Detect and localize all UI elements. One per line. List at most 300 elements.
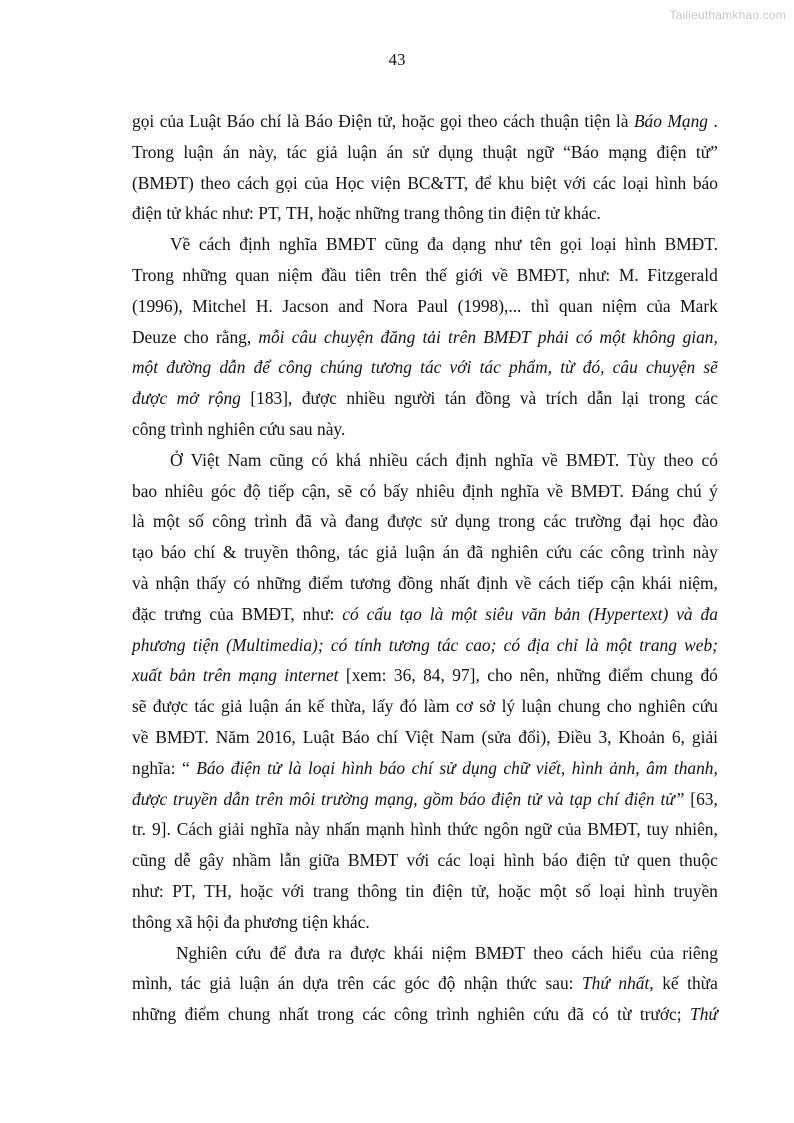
word: một: [599, 326, 626, 347]
text-line: [132, 414, 718, 445]
word: nhiều: [369, 449, 408, 470]
word: tên: [529, 234, 552, 255]
word: cho: [487, 665, 513, 686]
word: Fitzgerald: [647, 264, 718, 285]
word: [183],: [250, 388, 293, 409]
word: trường: [574, 511, 622, 532]
word: tiếp: [268, 480, 295, 501]
word: chúng: [320, 357, 363, 378]
word: Điện: [338, 111, 373, 131]
word: dụng: [438, 141, 473, 162]
word: Báo: [341, 726, 370, 747]
word: của: [209, 603, 234, 624]
word: những: [355, 203, 400, 224]
word: này: [692, 542, 718, 563]
word: luận: [347, 141, 378, 162]
word: quen: [637, 850, 671, 871]
word: giả: [221, 696, 243, 717]
word: từ: [617, 1004, 632, 1025]
text-line: [132, 907, 718, 938]
word: H.: [255, 295, 273, 316]
text-line: [132, 814, 718, 845]
word: có: [575, 326, 593, 347]
text-line: [132, 876, 718, 907]
word: những: [556, 665, 601, 686]
word: và: [519, 388, 537, 409]
word: tử: [267, 757, 282, 778]
word: không: [632, 326, 676, 347]
word: BMĐT.: [664, 234, 718, 255]
word: thừa: [687, 973, 718, 994]
word: chỉ: [556, 634, 578, 655]
word: tiện: [584, 111, 611, 131]
word: nghiên: [490, 542, 539, 563]
word: một: [132, 357, 159, 378]
word: gian,: [682, 326, 718, 347]
word: đồng: [475, 388, 511, 409]
word: đầu: [321, 264, 347, 285]
document-body: [132, 106, 718, 1030]
text-line: [132, 106, 718, 137]
word: Ở: [170, 449, 183, 470]
word: chí: [597, 788, 619, 809]
word: trong: [498, 511, 535, 532]
word: như:: [302, 603, 335, 624]
word: có: [342, 603, 359, 624]
word: có: [592, 1004, 609, 1025]
word: thanh,: [673, 757, 718, 778]
word: web;: [684, 634, 718, 655]
word: giả: [316, 141, 338, 162]
word: học: [659, 511, 685, 532]
text-line: [132, 322, 718, 353]
word: BMĐT: [347, 850, 399, 871]
word: theo: [200, 172, 231, 193]
word: tiện: [192, 634, 219, 655]
word: nghĩa: [250, 819, 290, 840]
word: chí: [260, 111, 282, 131]
word: đăng: [380, 326, 416, 347]
word: trình: [170, 418, 204, 439]
word: khác.: [563, 203, 601, 224]
word: hội: [196, 911, 220, 932]
word: Học: [335, 172, 365, 193]
word: được: [387, 511, 423, 532]
text-line: [132, 168, 718, 199]
word: thuận: [540, 111, 579, 131]
word: loại: [308, 757, 336, 778]
word: điểm: [608, 665, 644, 686]
word: nhiều: [346, 388, 386, 409]
word: như:: [578, 264, 611, 285]
word: về: [541, 449, 558, 470]
word: là: [585, 634, 599, 655]
word: về: [132, 726, 149, 747]
word: là: [615, 111, 629, 131]
word: độ: [243, 480, 261, 501]
word: là: [132, 511, 145, 532]
word: đã: [295, 511, 312, 532]
word: về: [491, 264, 508, 285]
word: như:: [222, 203, 254, 224]
word: trích: [545, 388, 578, 409]
word: giả: [375, 542, 398, 563]
word: tiên: [355, 264, 382, 285]
word: môi: [289, 788, 316, 809]
word: and: [338, 295, 364, 316]
word: ngôn: [483, 819, 519, 840]
word: gây: [198, 850, 225, 871]
word: thế: [425, 264, 447, 285]
word: được: [301, 388, 337, 409]
word: sở: [479, 696, 496, 717]
word: internet: [284, 665, 339, 686]
word: TH,: [204, 880, 232, 901]
word: thức: [506, 973, 537, 994]
word: điện: [230, 757, 261, 778]
word: mạng: [608, 141, 647, 162]
word: chung: [557, 696, 601, 717]
word: nghĩa:: [132, 757, 176, 778]
word: (Multimedia);: [226, 634, 324, 655]
word: (BMĐT): [132, 172, 194, 193]
word: công: [278, 357, 313, 378]
word: Jacson: [282, 295, 329, 316]
word: điện: [132, 203, 162, 224]
word: hình: [655, 172, 687, 193]
text-line: [132, 291, 718, 322]
word: xã: [176, 911, 193, 932]
word: Đáng: [631, 480, 670, 501]
word: (1998),...: [457, 295, 522, 316]
word: điện: [576, 850, 607, 871]
word: gồm: [423, 788, 454, 809]
word: hoặc: [401, 111, 435, 131]
word: tử,: [471, 880, 490, 901]
word: hình: [503, 850, 535, 871]
word: đưa: [294, 942, 321, 963]
word: công: [212, 511, 246, 532]
word: niệm,: [678, 572, 718, 593]
word: [63,: [690, 788, 718, 809]
word: góc: [404, 973, 430, 994]
word: định: [476, 572, 508, 593]
word: 84,: [423, 665, 445, 686]
word: TH,: [286, 203, 314, 224]
word: Deuze: [132, 326, 177, 347]
word: như:: [132, 880, 164, 901]
word: từ: [560, 357, 575, 378]
word: cao;: [465, 634, 497, 655]
word: Báo: [196, 757, 225, 778]
paragraph: [132, 938, 718, 1030]
word: sẽ: [337, 480, 353, 501]
word: “Báo: [563, 141, 599, 162]
word: của: [646, 295, 671, 316]
word: đa: [700, 603, 718, 624]
word: cấu: [366, 603, 392, 624]
word: trên: [389, 264, 417, 285]
word: cách: [415, 449, 448, 470]
text-line: [132, 968, 718, 999]
word: tạo: [399, 603, 422, 624]
word: dễ: [174, 850, 191, 871]
word: khái: [393, 942, 424, 963]
word: tử: [545, 203, 560, 224]
word: đang: [345, 511, 379, 532]
word: mạng,: [374, 788, 418, 809]
word: tin: [487, 203, 507, 224]
word: (sửa: [481, 726, 512, 747]
word: nghĩa: [278, 234, 318, 255]
word: là: [429, 603, 444, 624]
word: giữa: [308, 850, 340, 871]
word: báo: [692, 172, 718, 193]
word: trưng: [164, 603, 202, 624]
word: lấy: [372, 696, 394, 717]
word: tạp: [569, 788, 592, 809]
word: sau:: [545, 973, 574, 994]
word: tương: [388, 634, 430, 655]
word: cách: [198, 234, 231, 255]
word: và: [320, 511, 337, 532]
word: sử: [439, 757, 456, 778]
word: số: [575, 880, 591, 901]
word: một: [451, 603, 478, 624]
word: thông: [132, 911, 172, 932]
word: thuộc: [679, 850, 718, 871]
word: tác: [420, 357, 442, 378]
word: BC&TT,: [407, 172, 469, 193]
word: gọi: [439, 111, 463, 131]
word: nhất,: [618, 973, 654, 994]
word: bao: [132, 480, 158, 501]
word: cứu: [259, 418, 286, 439]
word: có: [233, 572, 250, 593]
word: nhất: [439, 572, 470, 593]
word: Nghiên: [176, 942, 228, 963]
word: đã: [567, 1004, 584, 1025]
word: cách: [571, 942, 604, 963]
word: thông: [443, 203, 484, 224]
word: được: [132, 788, 168, 809]
word: hình: [341, 757, 373, 778]
word: trang: [313, 880, 349, 901]
word: nên,: [519, 665, 550, 686]
word: thấy: [196, 572, 227, 593]
word: điện: [656, 141, 687, 162]
word: cách: [502, 111, 535, 131]
word: án: [277, 973, 295, 994]
word: nghĩa: [494, 449, 534, 470]
word: đặc: [132, 603, 157, 624]
word: nghĩa: [500, 480, 540, 501]
word: Việt: [404, 726, 434, 747]
word: tử”: [660, 788, 685, 809]
word: trên: [337, 973, 365, 994]
word: rằng,: [215, 326, 252, 347]
word: đổi),: [518, 726, 551, 747]
word: chí: [193, 542, 216, 563]
word: Nam: [440, 726, 475, 747]
word: tải: [422, 326, 441, 347]
word: cách: [538, 572, 571, 593]
word: của: [304, 172, 329, 193]
word: theo: [663, 449, 694, 470]
word: trình: [254, 511, 288, 532]
paragraph: [132, 106, 718, 229]
word: một: [605, 634, 632, 655]
word: khác.: [332, 911, 370, 932]
word: trang: [403, 203, 440, 224]
word: chữ: [503, 757, 530, 778]
word: cũng: [269, 449, 304, 470]
word: bản: [169, 665, 196, 686]
word: cho: [183, 326, 209, 347]
word: Tùy: [627, 449, 656, 470]
word: Luật: [302, 726, 335, 747]
text-line: [132, 568, 718, 599]
word: Trong: [132, 264, 174, 285]
word: giới: [455, 264, 483, 285]
paragraph: [132, 229, 718, 445]
word: ảnh,: [609, 757, 640, 778]
word: tác: [479, 357, 501, 378]
word: và: [676, 603, 693, 624]
word: các: [592, 172, 616, 193]
word: là: [286, 111, 300, 131]
word: 97],: [452, 665, 480, 686]
word: trường: [321, 788, 369, 809]
text-line: [132, 137, 718, 168]
word: (Hypertext): [588, 603, 669, 624]
word: Trong: [132, 141, 174, 162]
word: đại: [629, 511, 652, 532]
word: độ: [437, 973, 456, 994]
word: nhấn: [326, 819, 360, 840]
word: nghiên: [477, 1004, 525, 1025]
text-line: [132, 260, 718, 291]
word: xuất: [132, 665, 162, 686]
word: này: [295, 819, 321, 840]
word: mỗi: [258, 326, 285, 347]
word: ra: [328, 942, 342, 963]
word: thừa,: [330, 696, 366, 717]
word: báo: [160, 542, 187, 563]
word: về: [546, 480, 564, 501]
word: đồng: [398, 572, 433, 593]
word: dẫn: [223, 788, 250, 809]
word: BMĐT: [474, 942, 525, 963]
text-line: [132, 630, 718, 661]
word: nhiêu: [164, 480, 204, 501]
word: sẽ: [132, 696, 147, 717]
word: BMĐT.: [565, 449, 620, 470]
word: tiếp: [577, 572, 604, 593]
word: kế: [307, 696, 325, 717]
word: đa: [427, 234, 444, 255]
word: này.: [317, 418, 346, 439]
word: công: [393, 1004, 428, 1025]
word: với: [281, 880, 305, 901]
word: khu: [498, 172, 525, 193]
word: Luật: [189, 111, 222, 131]
word: có: [359, 480, 377, 501]
word: báo: [542, 850, 568, 871]
word: phẩm,: [509, 357, 553, 378]
word: theo: [467, 111, 498, 131]
word: các: [437, 850, 461, 871]
word: định: [455, 449, 487, 470]
word: cứu: [546, 542, 572, 563]
word: Nam: [227, 449, 262, 470]
word: của: [649, 942, 674, 963]
word: dụng: [462, 757, 497, 778]
word: án: [222, 141, 240, 162]
text-line: [132, 599, 718, 630]
word: hình: [410, 819, 442, 840]
word: thông: [357, 880, 397, 901]
word: nhiên,: [674, 819, 718, 840]
word: niệm: [431, 942, 467, 963]
word: Cách: [176, 819, 213, 840]
word: Điều: [557, 726, 592, 747]
word: chí: [376, 726, 398, 747]
word: hình: [633, 880, 665, 901]
word: ngữ: [524, 819, 552, 840]
word: giả: [209, 973, 231, 994]
word: công: [132, 418, 166, 439]
word: [xem:: [345, 665, 387, 686]
word: để: [253, 357, 271, 378]
word: như: [494, 234, 522, 255]
word: khái: [641, 572, 672, 593]
word: theo: [533, 942, 564, 963]
word: Việt: [190, 449, 220, 470]
word: tạo: [132, 542, 154, 563]
word: chí: [411, 757, 433, 778]
word: &: [222, 542, 237, 563]
word: nhận: [463, 973, 498, 994]
word: các: [694, 388, 718, 409]
word: M.: [618, 264, 639, 285]
word: nhận: [155, 572, 190, 593]
word: một: [152, 511, 180, 532]
word: luận: [521, 696, 552, 717]
word: Khoản: [618, 726, 665, 747]
word: hoặc: [498, 880, 532, 901]
word: tác: [194, 696, 215, 717]
word: có: [330, 634, 348, 655]
word: cơ: [455, 696, 473, 717]
word: lẫn: [279, 850, 301, 871]
word: loại: [469, 850, 496, 871]
word: với: [563, 172, 587, 193]
word: nhất: [278, 1004, 309, 1025]
word: sử: [412, 141, 429, 162]
word: những: [182, 264, 227, 285]
word: thì: [530, 295, 550, 316]
word: BMĐT.: [155, 726, 209, 747]
word: tuy: [646, 819, 669, 840]
word: quan: [235, 264, 270, 285]
word: những: [256, 572, 302, 593]
word: cũng: [384, 234, 419, 255]
word: thuật: [482, 141, 518, 162]
word: góc: [210, 480, 236, 501]
word: dụng: [455, 511, 490, 532]
text-line: [132, 476, 718, 507]
